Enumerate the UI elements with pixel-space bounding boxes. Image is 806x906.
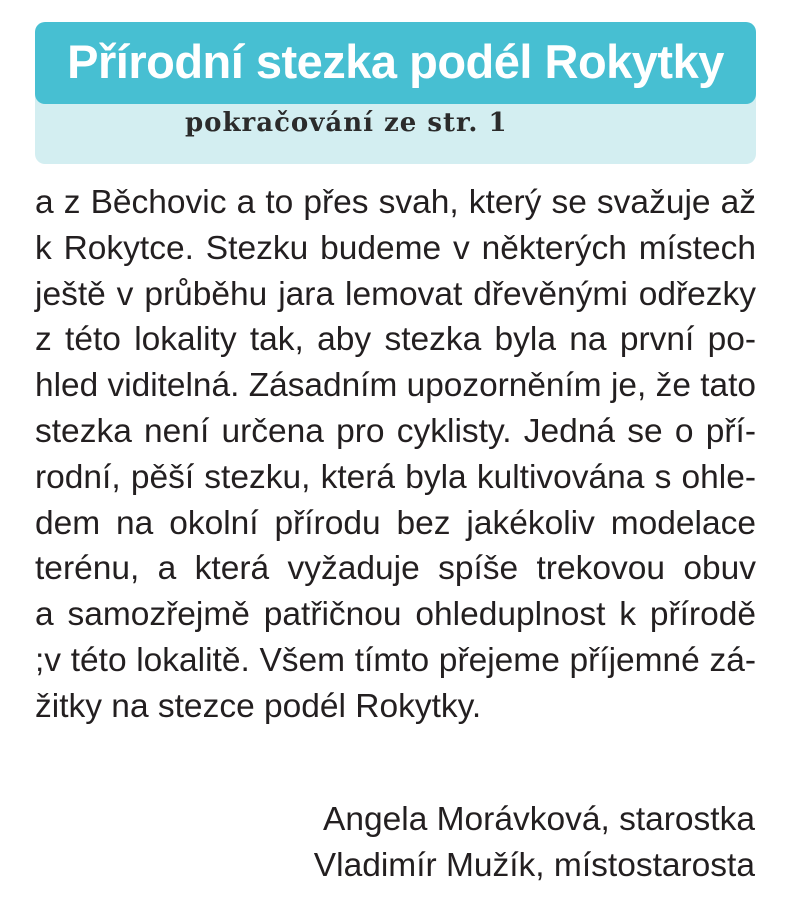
signature-block: [35, 797, 755, 889]
article-header: [35, 22, 756, 164]
body-line: stezka není určena pro cyklisty. Jedná se o pří-: [35, 412, 756, 450]
article-body: [35, 180, 756, 730]
body-line: ještě v průběhu jara lemovat dřevěnými odřezky: [35, 275, 756, 313]
article-title: Přírodní stezka podél Rokytky: [67, 35, 724, 88]
body-line: terénu, a která vyžaduje spíše trekovou obuv: [35, 550, 756, 588]
body-line-last: žitky na stezce podél Rokytky.: [35, 687, 482, 725]
continuation-note: pokračování ze str. 1: [185, 108, 508, 138]
body-line: rodní, pěší stezku, která byla kultivována s ohle-: [35, 458, 756, 496]
title-banner: [35, 22, 756, 104]
body-line: z této lokality tak, aby stezka byla na první po-: [35, 321, 756, 359]
signature-mayor: Angela Morávková, starostka: [323, 801, 755, 838]
signature-deputy-mayor: Vladimír Mužík, místostarosta: [313, 847, 755, 884]
body-line: hled viditelná. Zásadním upozorněním je, že tato: [35, 367, 756, 405]
body-line: a z Běchovic a to přes svah, který se svažuje až: [35, 184, 756, 221]
body-line: ;v této lokalitě. Všem tímto přejeme příjemné zá-: [35, 641, 756, 679]
body-line: a samozřejmě patřičnou ohleduplnost k přírodě: [35, 596, 756, 634]
body-line: k Rokytce. Stezku budeme v některých místech: [35, 229, 756, 267]
body-line: dem na okolní přírodu bez jakékoliv modelace: [35, 504, 756, 542]
